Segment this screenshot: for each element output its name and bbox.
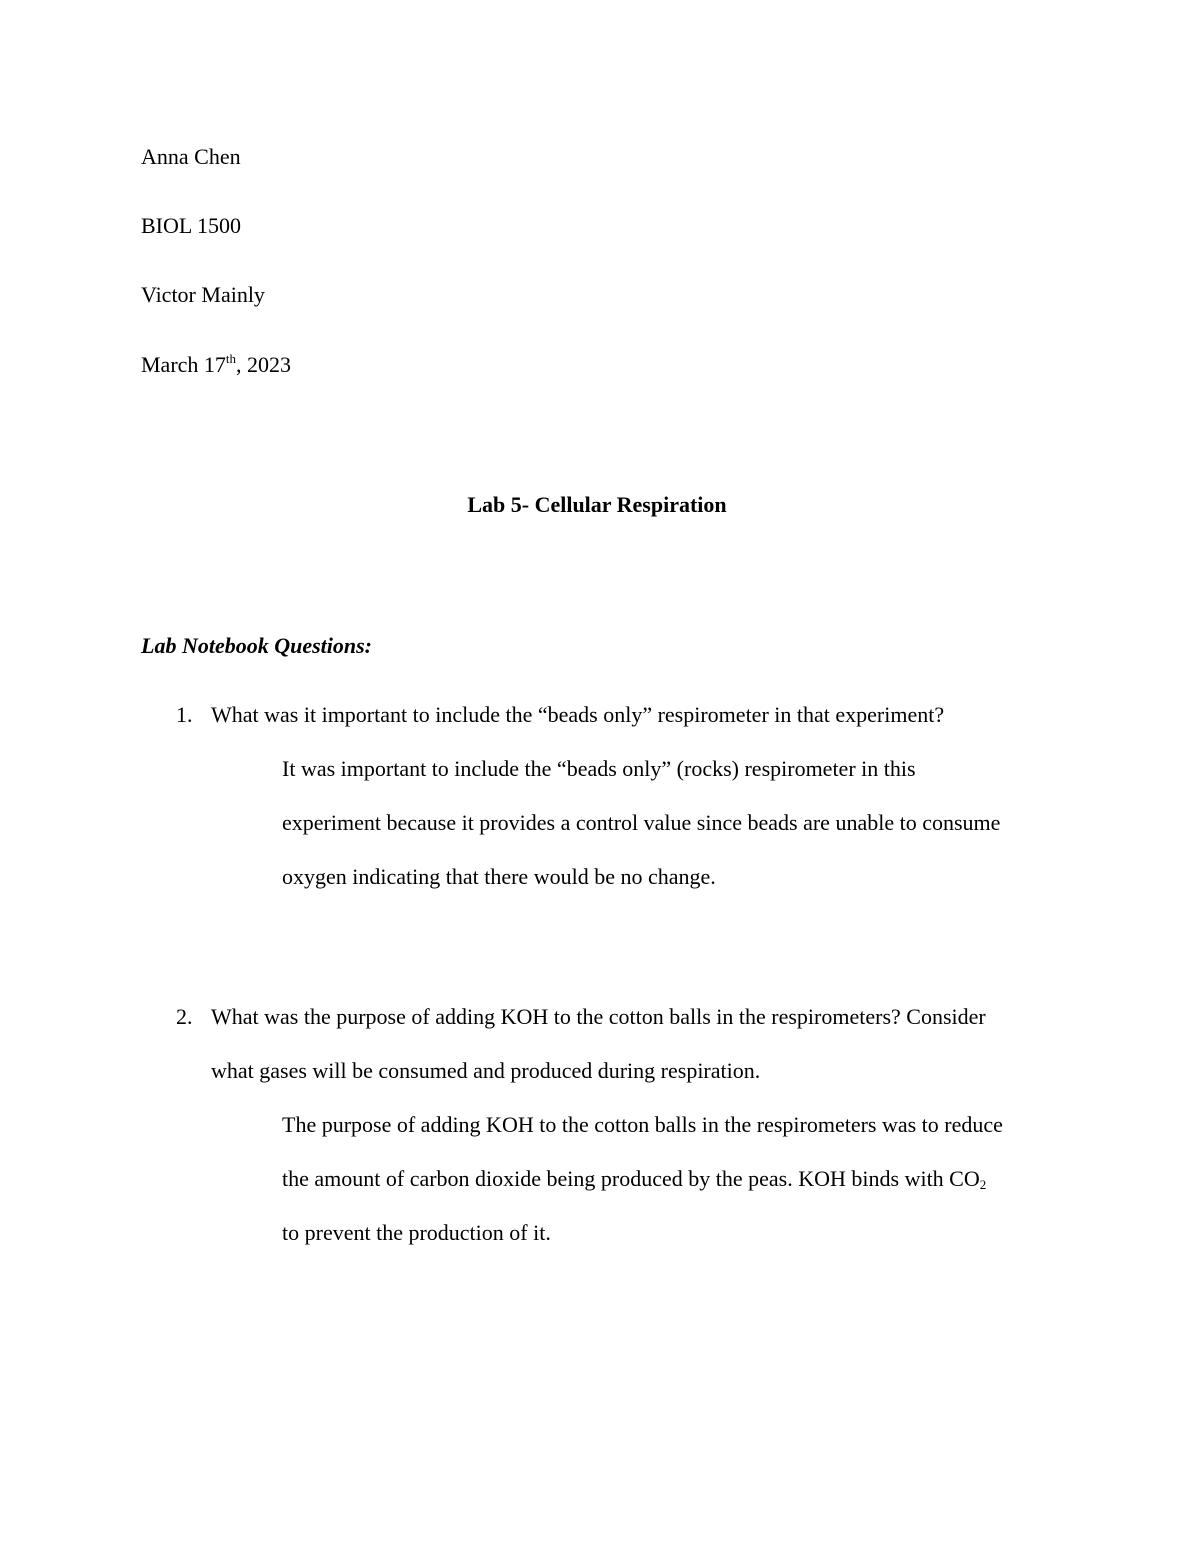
answer-2-line-1: The purpose of adding KOH to the cotton balls in the respirometers was to reduce (282, 1112, 1003, 1137)
author-name: Anna Chen (141, 144, 241, 169)
question-1-text: What was it important to include the “beads only” respirometer in that experiment? (211, 702, 945, 727)
answer-1-line-3: oxygen indicating that there would be no change. (282, 864, 716, 889)
question-2-text-line-2: what gases will be consumed and produced during respiration. (211, 1058, 761, 1083)
section-heading: Lab Notebook Questions: (141, 633, 372, 658)
answer-2-line-2-text: the amount of carbon dioxide being produced by the peas. KOH binds with CO (282, 1166, 980, 1191)
document-date (141, 351, 292, 377)
question-2-text-line-1: What was the purpose of adding KOH to the cotton balls in the respirometers? Consider (211, 1004, 986, 1029)
answer-2-line-3: to prevent the production of it. (282, 1220, 551, 1245)
instructor-name: Victor Mainly (141, 282, 265, 307)
answer-2-line-2 (282, 1168, 986, 1190)
date-suffix: th (225, 351, 237, 366)
document-title: Lab 5- Cellular Respiration (467, 492, 727, 517)
date-year: , 2023 (236, 352, 292, 377)
date-month-day: March 17 (141, 352, 226, 377)
course-code: BIOL 1500 (141, 213, 242, 238)
co2-subscript: 2 (979, 1177, 987, 1192)
question-2-number: 2. (176, 1004, 193, 1029)
question-1-number: 1. (176, 702, 193, 727)
answer-1-line-2: experiment because it provides a control value since beads are unable to consume (282, 810, 1001, 835)
answer-1-line-1: It was important to include the “beads only” (rocks) respirometer in this (282, 756, 916, 781)
